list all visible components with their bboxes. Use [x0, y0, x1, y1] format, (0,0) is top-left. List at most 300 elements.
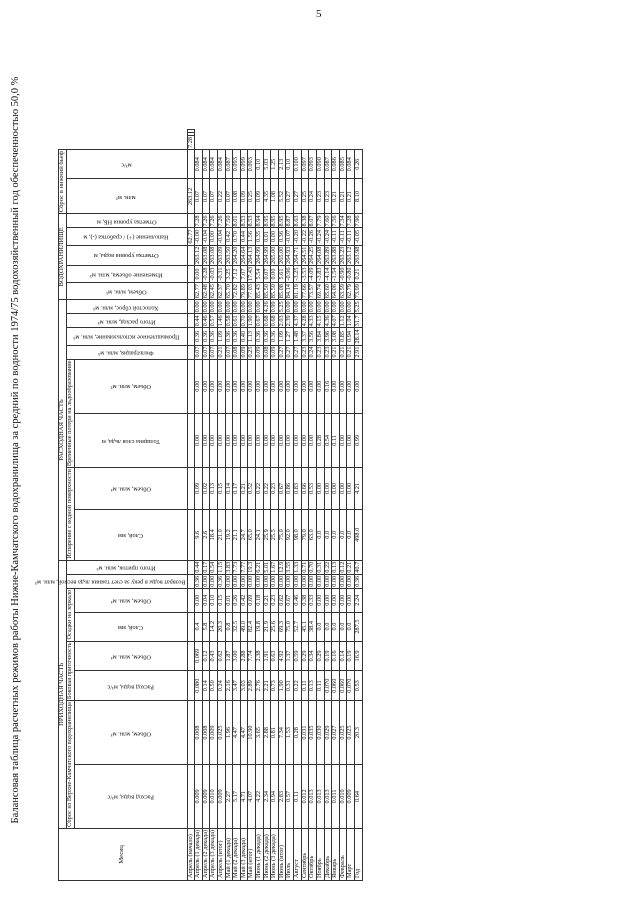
value-cell: 0.030 [316, 701, 324, 765]
value-cell: 82.4 [248, 612, 256, 641]
value-cell: 4.47 [240, 701, 248, 765]
value-cell: 0.00 [286, 359, 294, 413]
value-cell: 0.12 [338, 561, 346, 573]
value-cell: 21.1 [233, 509, 241, 560]
month-cell: Апрель (начало) [187, 828, 195, 880]
value-cell: 8.87 [285, 215, 293, 227]
value-cell: 0.24 [308, 346, 316, 358]
value-cell: 0.86 [286, 468, 294, 510]
value-cell: 0.025 [217, 701, 225, 765]
value-cell: 287.5 [354, 612, 362, 641]
value-cell: 0.07 [224, 346, 232, 358]
rotated-table-sheet [36, 0, 640, 905]
value-cell: 0.22 [217, 179, 225, 214]
value-cell: 0.85 [339, 328, 347, 345]
value-cell: 2.76 [256, 671, 264, 701]
value-cell: 0.21 [346, 346, 354, 358]
value-cell: 0.62 [278, 588, 286, 612]
value-cell: 16.9 [354, 641, 362, 671]
value-cell: 1.09 [278, 328, 286, 345]
value-cell: 0.31 [286, 671, 294, 701]
value-cell: 20.3 [217, 612, 225, 641]
value-cell: 7.60 [323, 215, 331, 227]
value-cell: 0.084 [195, 149, 203, 179]
value-cell: 98.0 [294, 509, 302, 560]
value-cell: 40.7 [353, 561, 361, 573]
value-cell: 0.00 [247, 575, 255, 587]
value-cell: 0.42 [240, 588, 248, 612]
value-cell: 0.08 [232, 346, 240, 358]
value-cell: 0.00 [308, 575, 316, 587]
value-cell: 8.38 [300, 215, 308, 227]
value-cell: 73.57 [308, 284, 316, 299]
month-cell: Декабрь [324, 828, 332, 880]
value-cell: 0.68 [270, 315, 278, 327]
value-cell: 49.0 [240, 612, 248, 641]
value-cell: 0.00 [247, 301, 255, 313]
value-cell: 62.77 [186, 229, 194, 244]
value-cell: 0.070 [324, 671, 332, 701]
value-cell: 0.00 [347, 413, 355, 467]
value-cell: 0.0 [332, 509, 340, 560]
value-cell: 0.94 [271, 765, 279, 829]
value-cell: 1.08 [271, 179, 279, 214]
value-cell: 7.34 [278, 701, 286, 765]
header-precip-mm: Слой, мм [74, 612, 187, 641]
value-cell: 7.50 [224, 215, 232, 227]
value-cell: -0.00 [195, 228, 203, 245]
value-cell: 63.0 [309, 509, 317, 560]
value-cell: 4.07 [331, 315, 339, 327]
value-cell: 7.28 [346, 215, 354, 227]
value-cell: 17.43 [247, 266, 255, 282]
value-cell: 0.36 [263, 328, 271, 345]
value-cell: -0.04 [202, 228, 210, 245]
value-cell: -4.09 [309, 265, 317, 282]
value-cell: 0.00 [315, 575, 323, 587]
value-cell: 0.009 [210, 701, 218, 765]
value-cell: 62.48 [201, 284, 209, 299]
value-cell: 0.83 [294, 468, 302, 510]
value-cell: 0.22 [294, 671, 302, 701]
value-cell: 0.084 [347, 149, 355, 179]
value-cell: 69.3 [278, 612, 286, 641]
value-cell: 0.00 [263, 413, 271, 467]
value-cell: 0.01 [225, 588, 233, 612]
value-cell: 0.00 [332, 359, 340, 413]
header-filtration: Фильтрация, млн. м³ [66, 345, 187, 359]
month-cell: Июнь (1 декада) [256, 828, 264, 880]
value-cell: 0.23 [271, 468, 279, 510]
value-cell: 3.03 [240, 671, 248, 701]
value-cell: 85.43 [255, 284, 263, 299]
value-cell: 0.13 [210, 468, 218, 510]
value-cell: 0.00 [285, 301, 293, 313]
value-cell: 0.00 [202, 413, 210, 467]
value-cell: 3.00 [233, 641, 241, 671]
value-cell: 2.27 [225, 765, 233, 829]
header-ice-thick: Толщина слоя льда, м [74, 413, 187, 467]
value-cell: 1.09 [217, 328, 225, 345]
value-cell: 72.82 [232, 284, 240, 299]
value-cell: 2.39 [285, 315, 293, 327]
value-cell: 0.14 [202, 671, 210, 701]
value-cell: 7.79 [315, 215, 323, 227]
value-cell: 1.25 [271, 149, 279, 179]
value-cell: 0.99 [270, 301, 278, 313]
value-cell: 4.92 [278, 641, 286, 671]
value-cell: 264.13 [247, 246, 255, 264]
value-cell: 264.99 [255, 246, 263, 264]
value-cell: 24.7 [240, 509, 248, 560]
value-cell: 0.36 [256, 328, 264, 345]
value-cell: 0.21 [332, 179, 340, 214]
table-row [240, 129, 248, 880]
value-cell: 0.35 [256, 228, 264, 245]
value-cell: 0.68 [262, 315, 270, 327]
value-cell: 9.6 [195, 509, 203, 560]
value-cell: 0.67 [278, 468, 286, 510]
value-cell: 0.40 [240, 328, 248, 345]
value-cell: 0.00 [248, 413, 256, 467]
value-cell: 0.43 [210, 641, 218, 671]
value-cell: 0.22 [263, 468, 271, 510]
table-body [187, 129, 362, 880]
value-cell: 0.29 [316, 641, 324, 671]
value-cell: 0.00 [256, 359, 264, 413]
value-cell: 0.66 [301, 468, 309, 510]
value-cell: 264.25 [308, 246, 316, 264]
month-cell: Май (итог) [248, 828, 256, 880]
header-evap-mm: Слой, мм [74, 509, 187, 560]
value-cell: 64.06 [331, 284, 339, 299]
month-cell: Апрель (итог) [217, 828, 225, 880]
balance-table [36, 129, 363, 881]
value-cell: 18.4 [210, 509, 218, 560]
value-cell: 0.087 [324, 149, 332, 179]
value-cell: 4.47 [233, 701, 241, 765]
value-cell: 0.29 [301, 641, 309, 671]
value-cell: 264.20 [232, 246, 240, 264]
value-cell: -0.11 [332, 228, 340, 245]
header-upstream: Сброс из Верхне-Камчатского водохранилища [65, 702, 73, 827]
month-cell: Ноябрь [316, 828, 324, 880]
value-cell: 0.27 [294, 179, 302, 214]
value-cell: 3.65 [256, 701, 264, 765]
header-nb-level: Отметка уровня НБ, м [66, 214, 187, 228]
month-cell: Год [354, 828, 362, 880]
header-ice: Временные потери на льдообразование [65, 360, 73, 467]
value-cell: 0.00 [255, 301, 263, 313]
value-cell: 0.00 [195, 359, 203, 413]
value-cell: 0.084 [202, 149, 210, 179]
value-cell: 5.25 [277, 301, 285, 313]
value-cell: 31.7 [353, 315, 361, 327]
value-cell: 0.36 [195, 328, 203, 345]
value-cell: 0.080 [195, 671, 203, 701]
value-cell: 0.09 [255, 346, 263, 358]
value-cell: 2.88 [240, 641, 248, 671]
value-cell: 0.11 [316, 671, 324, 701]
value-cell: 0.27 [285, 346, 293, 358]
value-cell: 85.08 [277, 284, 285, 299]
value-cell: 0.00 [233, 359, 241, 413]
value-cell: 5.8 [202, 612, 210, 641]
value-cell: 0.0 [339, 612, 347, 641]
value-cell: 0.00 [309, 359, 317, 413]
value-cell: 0.00 [239, 575, 247, 587]
value-cell: 2.38 [256, 641, 264, 671]
value-cell: 10.90 [248, 701, 256, 765]
value-cell: 0.00 [309, 413, 317, 467]
header-evaporation: Испарение с водной поверхности [65, 469, 73, 559]
value-cell: 0.00 [308, 301, 316, 313]
value-cell: 0.027 [332, 701, 340, 765]
value-cell: 0.09 [270, 346, 278, 358]
value-cell: 2.24 [354, 588, 362, 612]
value-cell: 263.89 [323, 246, 331, 264]
value-cell: 25.6 [271, 612, 279, 641]
value-cell: 8.95 [277, 215, 285, 227]
month-cell: Январь [332, 828, 340, 880]
month-cell: Сентябрь [301, 828, 309, 880]
value-cell: 0.44 [194, 315, 202, 327]
value-cell: 1.96 [225, 701, 233, 765]
value-cell: 0.0 [324, 509, 332, 560]
value-cell: 75.0 [278, 509, 286, 560]
header-outcome: РАСХОДНАЯ ЧАСТЬ [59, 300, 67, 560]
value-cell: -0.20 [294, 228, 302, 245]
value-cell: 52.7 [294, 612, 302, 641]
value-cell: 8.94 [255, 215, 263, 227]
value-cell: 0.00 [339, 413, 347, 467]
value-cell: 19.3 [247, 561, 255, 573]
value-cell: 0.00 [271, 413, 279, 467]
value-cell: 0.0 [316, 509, 324, 560]
value-cell: 0.59 [294, 641, 302, 671]
value-cell: 0.44 [194, 561, 202, 573]
value-cell [187, 132, 195, 135]
value-cell: 0.00 [216, 301, 224, 313]
value-cell: 0.16 [332, 641, 340, 671]
month-cell: Апрель (3 декада) [210, 828, 218, 880]
value-cell: 5.25 [353, 301, 361, 313]
value-cell: 0.00 [271, 228, 279, 245]
value-cell: 0.011 [332, 765, 340, 829]
header-ds-m3s: м³/с [66, 149, 187, 179]
value-cell: 0.07 [225, 179, 233, 214]
value-cell: 21.9 [263, 612, 271, 641]
value-cell: 0.093 [233, 149, 241, 179]
value-cell: 0.69 [248, 588, 256, 612]
value-cell: 0.00 [346, 575, 354, 587]
header-ds-mln: млн. м³ [66, 179, 187, 214]
header-level-change: Наполнение (+) / сработка (-), м [66, 228, 187, 245]
header-evap-w: Объем, млн. м³ [74, 468, 187, 510]
value-cell: 62.77 [194, 284, 202, 299]
header-month: Месяц [59, 828, 188, 880]
value-cell: 264.08 [315, 246, 323, 264]
value-cell: 0.00 [201, 301, 209, 313]
header-total-outcome: Итого расход, млн. м³ [66, 314, 187, 328]
value-cell: 5.17 [233, 765, 241, 829]
value-cell: 0.00 [316, 468, 324, 510]
header-water-return: Возврат воды в реку за счет таяния льда весной, млн. м³ [66, 574, 187, 588]
value-cell: -3.25 [294, 265, 302, 282]
value-cell: 0.13 [309, 671, 317, 701]
value-cell: 0.36 [202, 328, 210, 345]
value-cell: 0.36 [210, 328, 218, 345]
value-cell: 0.00 [240, 413, 248, 467]
value-cell: 8.53 [247, 215, 255, 227]
value-cell: 0.00 [209, 575, 217, 587]
value-cell: 0.012 [301, 765, 309, 829]
value-cell: 0.11 [332, 413, 340, 467]
value-cell: 7.77 [239, 561, 247, 573]
value-cell: 8.95 [262, 215, 270, 227]
value-cell: 0.36 [233, 328, 241, 345]
value-cell: 0.00 [255, 575, 263, 587]
value-cell: 0.02 [202, 468, 210, 510]
value-cell: -3.83 [316, 265, 324, 282]
value-cell: 498.0 [354, 509, 362, 560]
value-cell: 0.035 [309, 701, 317, 765]
value-cell: 65.70 [224, 284, 232, 299]
value-cell: 0.19 [347, 641, 355, 671]
header-precip-w: Объем, млн. м³ [74, 588, 187, 612]
value-cell: 3.55 [285, 561, 293, 573]
value-cell: 3.37 [301, 328, 309, 345]
value-cell: 84.14 [285, 284, 293, 299]
value-cell: 1.15 [216, 561, 224, 573]
value-cell: 263.12 [187, 179, 195, 214]
value-cell: 0.00 [256, 413, 264, 467]
value-cell: 0.00 [324, 588, 332, 612]
value-cell: 0.090 [316, 149, 324, 179]
value-cell: 1.13 [248, 328, 256, 345]
value-cell: 1.90 [247, 315, 255, 327]
header-precip: Осадки на зеркало [65, 589, 73, 640]
value-cell: 0.21 [354, 265, 362, 282]
value-cell: 0.00 [323, 575, 331, 587]
value-cell: 0.58 [224, 315, 232, 327]
table-row [248, 129, 256, 880]
value-cell: 14.2 [210, 612, 218, 641]
value-cell: 2.89 [248, 671, 256, 701]
value-cell: 0.00 [195, 413, 203, 467]
value-cell: 2.88 [263, 701, 271, 765]
value-cell: 5.61 [278, 265, 286, 282]
value-cell: 0.00 [347, 588, 355, 612]
month-cell: Февраль [339, 828, 347, 880]
value-cell: 0.07 [201, 346, 209, 358]
value-cell: 0.71 [300, 561, 308, 573]
value-cell: 0.00 [293, 575, 301, 587]
value-cell: 0.23 [315, 346, 323, 358]
value-cell: 0.0 [324, 612, 332, 641]
value-cell: 0.21 [331, 346, 339, 358]
value-cell: 0.57 [209, 315, 217, 327]
value-cell: 0.00 [354, 359, 362, 413]
value-cell: 263.23 [338, 246, 346, 264]
value-cell: 24.1 [256, 509, 264, 560]
value-cell: 263.09 [216, 246, 224, 264]
value-cell: 0.00 [300, 575, 308, 587]
value-cell: 62.45 [209, 284, 217, 299]
month-cell: Май (3 декада) [240, 828, 248, 880]
value-cell: 4.36 [323, 315, 331, 327]
value-cell: 0.10 [286, 149, 294, 179]
value-cell: 0.09 [239, 346, 247, 358]
value-cell: 0.00 [315, 301, 323, 313]
value-cell: 264.99 [262, 246, 270, 264]
value-cell: 263.12 [194, 246, 202, 264]
value-cell: 264.64 [239, 246, 247, 264]
value-cell: 1.67 [270, 561, 278, 573]
value-cell: 19.2 [225, 509, 233, 560]
value-cell: 0.33 [309, 588, 317, 612]
value-cell: 0.36 [353, 575, 361, 587]
value-cell: 0.46 [294, 588, 302, 612]
value-cell: 0.031 [301, 701, 309, 765]
value-cell: 0.013 [324, 765, 332, 829]
header-side-q: Расход воды, м³/с [74, 671, 187, 701]
value-cell: 8.53 [239, 215, 247, 227]
value-cell: 7.34 [338, 215, 346, 227]
value-cell: 0.013 [316, 765, 324, 829]
value-cell: 3.08 [332, 328, 340, 345]
header-volume: Объем, млн. м³ [66, 283, 187, 300]
value-cell: -0.05 [354, 228, 362, 245]
value-cell: 0.025 [347, 701, 355, 765]
value-cell: 0.00 [209, 301, 217, 313]
value-cell: 85.50 [270, 284, 278, 299]
value-cell: 81.19 [293, 284, 301, 299]
value-cell: 264.71 [293, 246, 301, 264]
value-cell: 0.54 [209, 561, 217, 573]
value-cell: 0.00 [301, 359, 309, 413]
value-cell: 0.00 [201, 575, 209, 587]
value-cell: 0.00 [195, 588, 203, 612]
value-cell: 0.25 [248, 179, 256, 214]
table-row [202, 129, 210, 880]
value-cell: 0.36 [225, 328, 233, 345]
value-cell: 7.07 [240, 265, 248, 282]
value-cell: 2.13 [278, 149, 286, 179]
value-cell: 0.11 [301, 671, 309, 701]
value-cell: 5.52 [278, 179, 286, 214]
value-cell: 0.00 [270, 575, 278, 587]
value-cell: 7.73 [232, 561, 240, 573]
value-cell: 0.00 [202, 359, 210, 413]
value-cell: -0.31 [217, 265, 225, 282]
value-cell: -0.04 [217, 228, 225, 245]
header-idle-release: Холостой сброс, млн. м³ [66, 300, 187, 314]
value-cell: 65.0 [248, 509, 256, 560]
value-cell: 0.00 [316, 588, 324, 612]
value-cell: 0.008 [195, 701, 203, 765]
value-cell: 0.67 [255, 315, 263, 327]
value-cell: -0.24 [324, 228, 332, 245]
value-cell: 0.36 [216, 575, 224, 587]
value-cell: -0.03 [210, 265, 218, 282]
value-cell: 12.9 [277, 561, 285, 573]
month-cell: Апрель (2 декада) [202, 828, 210, 880]
value-cell: 62.37 [216, 284, 224, 299]
value-cell: 0.21 [240, 468, 248, 510]
value-cell: 1.56 [248, 228, 256, 245]
value-cell: 0.57 [286, 765, 294, 829]
